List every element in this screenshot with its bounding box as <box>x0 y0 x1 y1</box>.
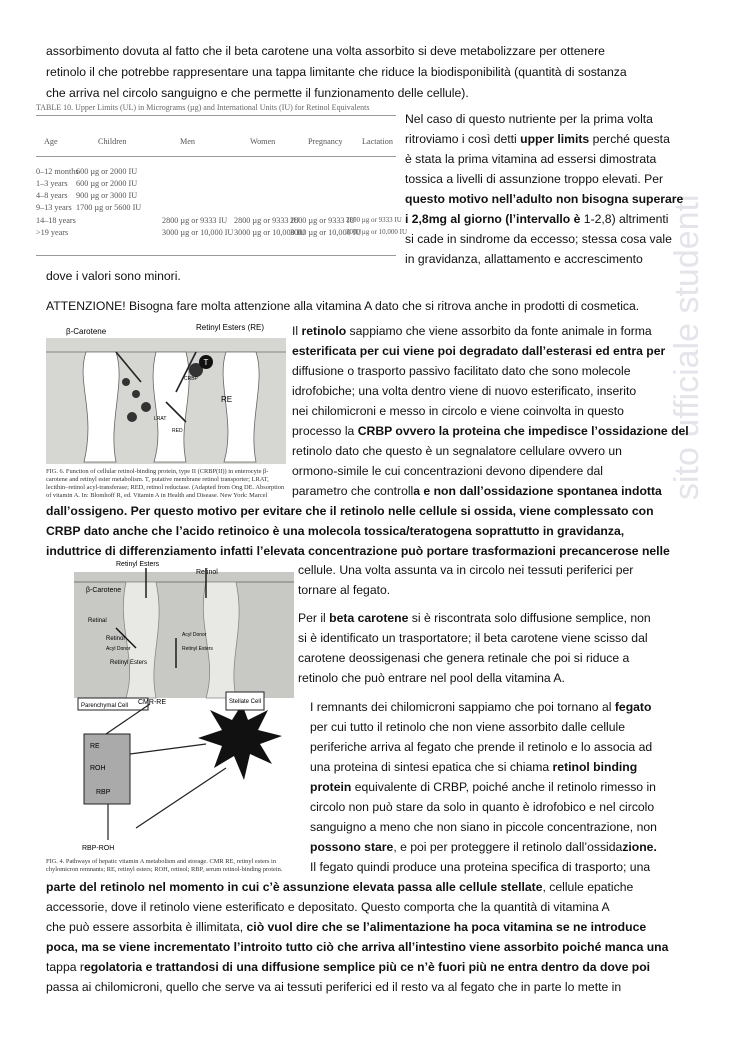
text-line: processo la CRBP ovvero la proteina che impedisce l’ossidazione del <box>292 424 689 438</box>
svg-text:Stellate Cell: Stellate Cell <box>229 699 262 705</box>
text-line: assorbimento dovuta al fatto che il beta carotene una volta assorbito si deve metabolizzare per ottenere <box>46 44 605 58</box>
figure-caption: FIG. 6. Function of cellular retinol-binding protein, type II (CRBP(II)) in enterocyte β-carotene and retinyl ester metabolism. T, putative membrane retinol transporter; LRAT, lecithin–retinol acyl-transferase; RED, retinol reductase. (Adapted from Ong DE. Absorption of vitamin A. In: Blomhoff R, ed. Vitamin A in Health and Disease. New York: Marcel <box>46 468 285 498</box>
figure-crbp <box>46 322 286 498</box>
text-line: dove i valori sono minori. <box>46 269 181 283</box>
text-line: i 2,8mg al giorno (l’intervallo è 1-2,8) altrimenti <box>405 212 669 226</box>
svg-text:RE: RE <box>90 743 100 750</box>
text-line: ritroviamo i così detti upper limits perché questa <box>405 132 670 146</box>
text-line: è stata la prima vitamina ad essersi dimostrata <box>405 152 657 166</box>
attention-note: ATTENZIONE! Bisogna fare molta attenzione alla vitamina A dato che si ritrova anche in prodotti di cosmetica. <box>46 299 640 313</box>
text-line: Il fegato quindi produce una proteina specifica di trasporto; una <box>310 860 651 874</box>
svg-text:LRAT: LRAT <box>154 416 167 422</box>
figure-caption: FIG. 4. Pathways of hepatic vitamin A metabolism and storage. CMR RE, retinyl esters in chylomicron remnants; RE, retinyl esters; ROH, retinol; RBP, serum retinol-binding protein. <box>46 858 283 873</box>
text-line: I remnants dei chilomicroni sappiamo che poi tornano al fegato <box>310 700 652 714</box>
text-line: cellule. Una volta assunta va in circolo nei tessuti periferici per <box>298 563 634 577</box>
text-line: retinolo dato che questo è un segnalatore cellulare ovvero un <box>292 444 622 458</box>
svg-text:Retinyl Esters: Retinyl Esters <box>110 660 148 666</box>
svg-text:β-Carotene: β-Carotene <box>86 587 122 594</box>
svg-text:Acyl Donor: Acyl Donor <box>106 646 131 652</box>
svg-text:T: T <box>203 358 209 367</box>
text-line: Il retinolo sappiamo che viene assorbito da fonte animale in forma <box>292 324 652 338</box>
text-line: circolo non può stare da solo in quanto è idrofobico e nel circolo <box>310 800 655 814</box>
svg-text:RBP: RBP <box>96 789 111 796</box>
svg-text:Retinol: Retinol <box>196 569 218 576</box>
text-line: si cade in sindrome da eccesso; stessa cosa vale <box>405 232 672 246</box>
hepatic-diagram <box>46 558 294 858</box>
text-line: possono stare, e poi per proteggere il retinolo dall’ossidazione. <box>310 840 657 854</box>
text-line: retinolo il che potrebbe rappresentare una tappa limitante che riduce la biodisponibilità (quantità di sostanza <box>46 65 627 79</box>
text-line: si è identificato un trasportatore; il beta carotene viene scisso dal <box>298 631 648 645</box>
text-line: esterificata per cui viene poi degradato dall’esterasi ed entra per <box>292 344 666 358</box>
text-line: nei chilomicroni e messo in circolo e viene coinvolta in questo <box>292 404 624 418</box>
svg-text:Retinyl Esters: Retinyl Esters <box>116 561 160 568</box>
upper-limits-table: TABLE 10. Upper Limits (UL) in Micrograms (µg) and International Units (IU) for Retinol Equivalents Age Children Men Women Pregnancy Lactation 0–12 months 600 µg or 2000 IU 1–3 years 600 µg or 2000 IU 4–8 years 900 µg or 3000 IU 9–13 years 1700 µg or 5600 IU 14–18 years 2800 µg or 9333 IU 2800 µg or 9333 IU 2800 µg or 9333 IU 2800 µg or 9333 IU >19 years 3000 µg or 10,000 IU 3000 µg or 10,000 IU 3000 µg or 10,000 IU 3000 µg or 10,000 IU <box>36 103 396 263</box>
text-line: Per il beta carotene si è riscontrata solo diffusione semplice, non <box>298 611 651 625</box>
text-line: periferiche arriva al fegato che prende il retinolo e lo associa ad <box>310 740 653 754</box>
svg-text:Retinal: Retinal <box>88 618 107 624</box>
text-line: carotene deossigenasi che genera retinale che poi si riduce a <box>298 651 630 665</box>
text-line: dall’ossigeno. Per questo motivo per evitare che il retinolo nelle cellule si ossida, viene complessato con <box>46 504 654 518</box>
text-line: che può essere assorbita è illimitata, ciò vuol dire che se l’alimentazione ha poca vitamina se ne introduce <box>46 920 647 934</box>
figure-hepatic <box>46 558 294 874</box>
text-line: tappa regolatoria e trattandosi di una diffusione semplice più ce n’è fuori più ne entra dentro da dove poi <box>46 960 651 974</box>
text-line: per cui tutto il retinolo che non viene assorbito dalle cellule <box>310 720 626 734</box>
text-line: ormono-simile le cui concentrazioni devono dipendere dal <box>292 464 603 478</box>
text-line: tornare al fegato. <box>298 583 391 597</box>
svg-text:β-Carotene: β-Carotene <box>66 327 107 336</box>
text-line: retinolo che può entrare nel pool della vitamina A. <box>298 671 565 685</box>
svg-text:RBP-ROH: RBP-ROH <box>82 845 115 852</box>
svg-text:Parenchymal Cell: Parenchymal Cell <box>81 703 129 709</box>
text-line: parte del retinolo nel momento in cui c’è assunzione elevata passa alle cellule stellate, cellule epatiche <box>46 880 634 894</box>
text-line: passa ai chilomicroni, quello che serve va ai tessuti periferici ed il resto va al fegato che in parte lo mette in <box>46 980 622 994</box>
text-line: Nel caso di questo nutriente per la prima volta <box>405 112 653 126</box>
text-line: accessorie, dove il retinolo viene esterificato e depositato. Questo comporta che la quantità di vitamina A <box>46 900 610 914</box>
text-line: induttrice di differenziamento infatti l’elevata concentrazione può portare trasformazioni precancerose nelle <box>46 544 670 558</box>
svg-text:Retinyl Esters: Retinyl Esters <box>182 646 213 652</box>
svg-text:Retinol: Retinol <box>106 636 125 642</box>
text-line: parametro che controlla e non dall’ossidazione spontanea indotta <box>292 484 662 498</box>
svg-text:RE: RE <box>221 395 233 404</box>
svg-text:CMR-RE: CMR-RE <box>138 699 166 706</box>
stellate-cell-icon <box>198 704 282 780</box>
text-line: diffusione o trasporto passivo facilitato dato che sono molecole <box>292 364 631 378</box>
text-line: poca, ma se viene incrementato l’introito tutto ciò che arriva all’intestino viene assorbito poiché manca una <box>46 940 669 954</box>
svg-text:RED: RED <box>172 428 183 434</box>
text-line: idrofobiche; una volta dentro viene di nuovo esterificato, inserito <box>292 384 637 398</box>
text-line: che arriva nel circolo sanguigno e che permette il funzionamento delle cellule). <box>46 86 469 100</box>
text-line: una proteina di sintesi epatica che si chiama retinol binding <box>310 760 638 774</box>
text-line: tossica a livelli di assunzione troppo elevati. Per <box>405 172 664 186</box>
table-title: TABLE 10. Upper Limits (UL) in Micrograms (µg) and International Units (IU) for Retinol Equivalents <box>36 103 370 112</box>
text-line: sanguigno a meno che non siano in piccole concentrazione, non <box>310 820 657 834</box>
svg-text:Retinyl Esters (RE): Retinyl Esters (RE) <box>196 323 265 332</box>
svg-text:ROH: ROH <box>90 765 106 772</box>
svg-text:Acyl Donor: Acyl Donor <box>182 632 207 638</box>
watermark: sito ufficiale studenti <box>668 194 706 500</box>
text-line: protein equivalente di CRBP, poiché anche il retinolo rimesso in <box>310 780 656 794</box>
text-line: CRBP dato anche che l’acido retinoico è una molecola tossica/teratogena soprattutto in gravidanza, <box>46 524 625 538</box>
svg-text:CRBP: CRBP <box>184 376 198 382</box>
crbp-diagram <box>46 322 286 472</box>
text-line: in gravidanza, allattamento e accrescimento <box>405 252 643 266</box>
text-line: questo motivo nell’adulto non bisogna superare <box>405 192 684 206</box>
